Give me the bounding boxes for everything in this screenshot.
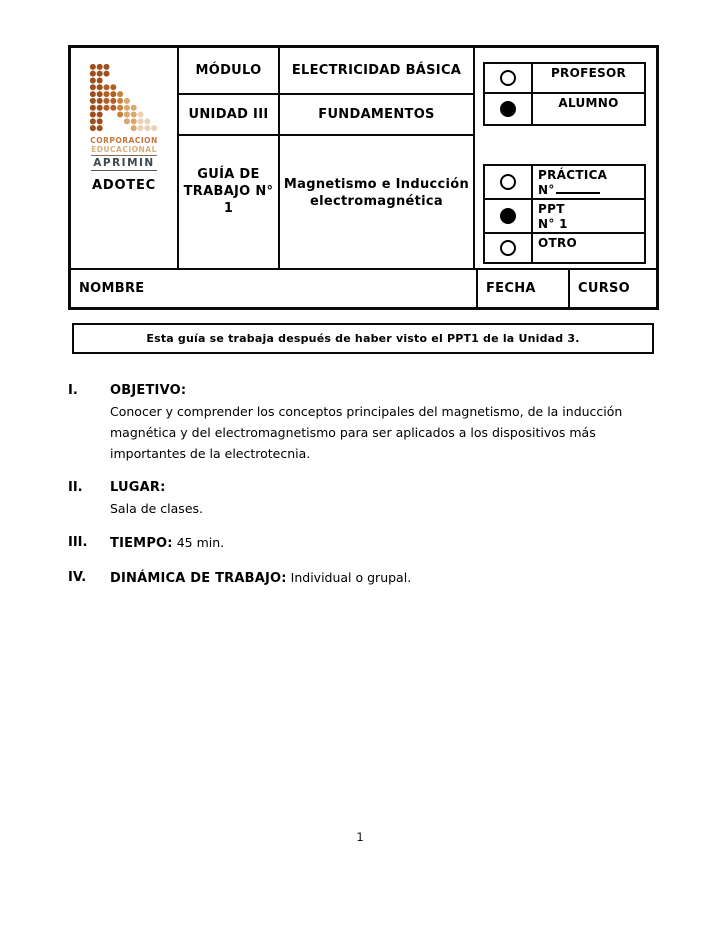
ppt-label-cell — [533, 200, 644, 232]
otro-check-circle — [500, 240, 516, 256]
section-content — [110, 477, 660, 519]
header-table-top — [71, 48, 656, 268]
guia-label: GUÍA DE TRABAJO N° 1 — [179, 136, 280, 268]
practica-number-blank — [556, 184, 600, 194]
section-body: 45 min. — [176, 535, 225, 550]
section-dinamica — [68, 567, 660, 589]
section-body: Conocer y comprender los conceptos principales del magnetismo, de la inducción magnética y del electromagnetismo para ser aplicados a los dispositivos más importantes de la electrotecnia. — [110, 404, 623, 461]
material-row-otro — [485, 234, 644, 262]
practica-check-circle — [500, 174, 516, 190]
section-title: DINÁMICA DE TRABAJO: — [110, 571, 287, 586]
guia-title: Magnetismo e Inducción electromagnética — [280, 136, 475, 268]
logo-org-line1: CORPORACION — [90, 136, 158, 145]
practica-number-line — [538, 183, 644, 198]
ppt-check-circle — [500, 208, 516, 224]
page-number: 1 — [356, 830, 364, 844]
section-content — [110, 567, 660, 589]
profesor-label: PROFESOR — [550, 66, 627, 80]
material-row-practica — [485, 166, 644, 200]
section-body: Individual o grupal. — [290, 570, 412, 585]
section-title: LUGAR: — [110, 480, 166, 495]
ppt-checkcell — [485, 200, 533, 232]
practica-label-cell — [533, 166, 644, 198]
modulo-value: ELECTRICIDAD BÁSICA — [280, 48, 475, 95]
section-body: Sala de clases. — [110, 501, 203, 516]
nombre-field: NOMBRE — [71, 270, 478, 307]
section-objetivo — [68, 380, 660, 464]
logo-brand: ADOTEC — [92, 178, 156, 193]
section-title: TIEMPO: — [110, 536, 173, 551]
section-lugar — [68, 477, 660, 519]
notice-text: Esta guía se trabaja después de haber visto el PPT1 de la Unidad 3. — [146, 332, 580, 345]
notice-banner — [72, 323, 654, 354]
section-numeral: II. — [68, 480, 83, 495]
section-tiempo — [68, 532, 660, 554]
section-numeral: IV. — [68, 570, 87, 585]
unidad-label: UNIDAD III — [179, 95, 280, 136]
otro-checkcell — [485, 234, 533, 262]
material-subtable — [483, 164, 646, 264]
section-content — [110, 532, 660, 554]
modulo-label: MÓDULO — [179, 48, 280, 95]
audience-row-alumno — [485, 94, 644, 124]
logo-cell — [71, 48, 179, 268]
sections — [68, 380, 660, 602]
check-column — [475, 48, 656, 268]
otro-label: OTRO — [538, 236, 578, 250]
section-numeral: I. — [68, 383, 78, 398]
logo-org-line2: EDUCACIONAL — [91, 145, 157, 154]
material-row-ppt — [485, 200, 644, 234]
ppt-number-line: N° 1 — [538, 217, 568, 231]
name-row — [71, 268, 656, 307]
practica-label: PRÁCTICA — [538, 168, 608, 182]
curso-field: CURSO — [578, 281, 631, 296]
ppt-label: PPT — [538, 202, 565, 216]
profesor-check-circle — [500, 70, 516, 86]
header-table — [68, 45, 659, 310]
audience-row-profesor — [485, 64, 644, 94]
section-title: OBJETIVO: — [110, 383, 187, 398]
alumno-label: ALUMNO — [558, 96, 619, 110]
alumno-checkcell — [485, 94, 533, 124]
section-content — [110, 380, 660, 464]
alumno-check-circle — [500, 101, 516, 117]
logo-org-name: APRIMIN — [93, 157, 155, 169]
audience-subtable — [483, 62, 646, 126]
practica-checkcell — [485, 166, 533, 198]
fecha-field: FECHA — [478, 270, 570, 307]
section-numeral: III. — [68, 535, 88, 550]
aprimin-logo-icon — [88, 62, 160, 133]
profesor-checkcell — [485, 64, 533, 92]
practica-number-prefix: N° — [538, 183, 555, 197]
unidad-value: FUNDAMENTOS — [280, 95, 475, 136]
